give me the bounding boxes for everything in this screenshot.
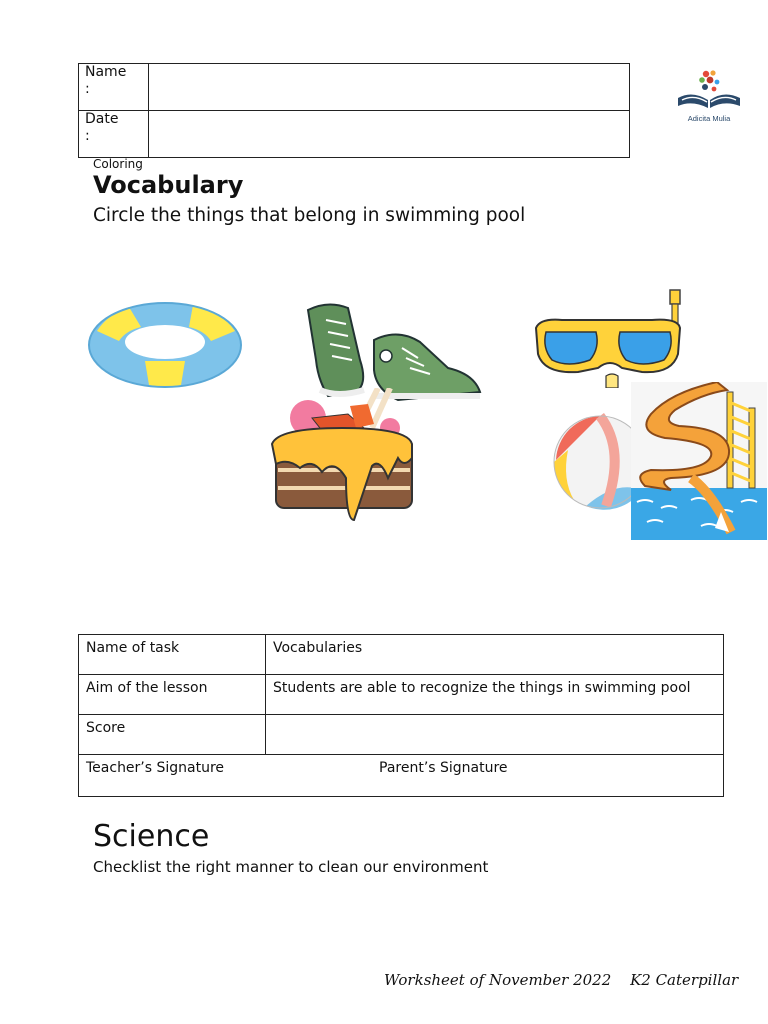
cake-picture[interactable] <box>268 388 416 522</box>
vocabulary-instruction: Circle the things that belong in swimming pool <box>93 205 526 226</box>
lesson-aim-label: Aim of the lesson <box>79 675 266 715</box>
school-logo <box>672 68 746 128</box>
signature-row <box>79 755 724 797</box>
worksheet-date: Worksheet of November 2022 <box>384 971 612 989</box>
logo-text: Adicita Mulia <box>687 114 731 123</box>
lesson-aim-value: Students are able to recognize the things in swimming pool <box>266 675 724 715</box>
task-name-value: Vocabularies <box>266 635 724 675</box>
science-title: Science <box>93 819 210 854</box>
date-label: Date : <box>79 111 149 158</box>
goggles-picture[interactable] <box>532 288 684 388</box>
score-label: Score <box>79 715 266 755</box>
date-field[interactable] <box>149 111 630 158</box>
name-field[interactable] <box>149 64 630 111</box>
goggles-snorkel-icon <box>532 288 684 388</box>
water-slide-icon <box>631 382 767 540</box>
task-row <box>79 675 724 715</box>
beach-ball-icon <box>546 410 642 510</box>
task-row <box>79 715 724 755</box>
beach-ball-picture[interactable] <box>546 410 642 510</box>
task-name-label: Name of task <box>79 635 266 675</box>
swim-ring-icon <box>85 287 245 392</box>
task-table <box>78 634 724 797</box>
vocabulary-title: Vocabulary <box>93 171 244 199</box>
student-info-table <box>78 63 630 158</box>
parent-signature-label: Parent’s Signature <box>379 760 508 776</box>
water-slide-picture[interactable] <box>631 382 767 540</box>
cake-icon <box>268 388 416 522</box>
science-instruction: Checklist the right manner to clean our environment <box>93 858 489 876</box>
book-logo-icon <box>672 68 746 114</box>
coloring-label: Coloring <box>93 157 143 171</box>
signature-cell[interactable] <box>79 755 724 797</box>
task-row <box>79 635 724 675</box>
score-field[interactable] <box>266 715 724 755</box>
page-footer <box>384 971 738 989</box>
class-name: K2 Caterpillar <box>630 971 739 989</box>
teacher-signature-label: Teacher’s Signature <box>86 760 225 776</box>
swim-ring-picture[interactable] <box>85 287 245 392</box>
name-label: Name : <box>79 64 149 111</box>
